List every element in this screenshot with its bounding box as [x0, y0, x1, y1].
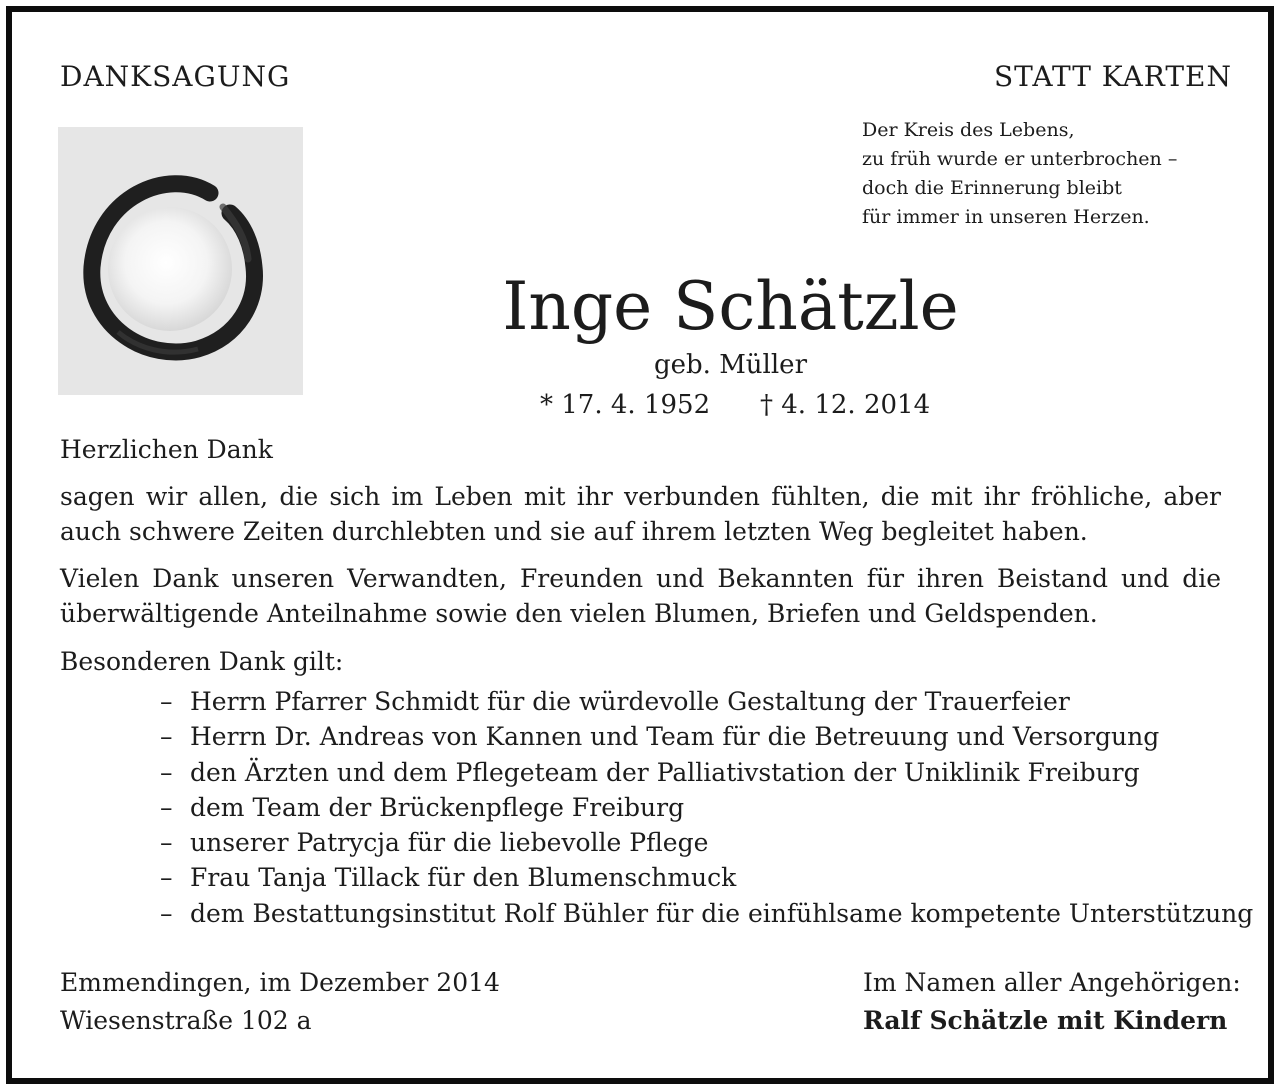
- special-thanks-heading: Besonderen Dank gilt:: [60, 647, 344, 676]
- condolence-paragraph: Vielen Dank unseren Verwandten, Freunden und Bekannten für ihren Beistand und die überwältigende Anteilnahme sowie den vielen Blumen, Briefen und Geldspenden.: [60, 564, 1221, 628]
- list-item: [160, 790, 1253, 825]
- list-item: [160, 719, 1253, 754]
- dash-bullet: –: [160, 828, 173, 858]
- dash-bullet: –: [160, 863, 173, 893]
- poem-verse: [862, 116, 1177, 232]
- poem-line: für immer in unseren Herzen.: [862, 206, 1150, 228]
- list-item: [160, 896, 1253, 931]
- poem-line: doch die Erinnerung bleibt: [862, 177, 1122, 199]
- list-item-text: den Ärzten und dem Pflegeteam der Palliativstation der Uniklinik Freiburg: [190, 757, 1140, 787]
- list-item-text: unserer Patrycja für die liebevolle Pflege: [190, 828, 709, 858]
- death-date: † 4. 12. 2014: [760, 390, 931, 420]
- thanks-heading: Herzlichen Dank: [60, 435, 273, 464]
- enso-image: [58, 127, 303, 395]
- enso-circle-icon: [58, 127, 303, 395]
- dash-bullet: –: [160, 722, 173, 752]
- header-subtitle: STATT KARTEN: [994, 60, 1232, 93]
- deceased-name: Inge Schätzle: [502, 268, 959, 345]
- birth-date: * 17. 4. 1952: [540, 390, 711, 420]
- poem-line: zu früh wurde er unterbrochen –: [862, 148, 1178, 170]
- list-item-text: dem Bestattungsinstitut Rolf Bühler für die einfühlsame kompetente Unterstützung: [190, 898, 1254, 928]
- list-item-text: Herrn Pfarrer Schmidt für die würdevolle Gestaltung der Trauerfeier: [190, 687, 1070, 716]
- obituary-notice: [6, 6, 1274, 1084]
- dash-bullet: –: [160, 898, 173, 928]
- poem-line: Der Kreis des Lebens,: [862, 119, 1075, 141]
- thanks-paragraph: sagen wir allen, die sich im Leben mit ihr verbunden fühlten, die mit ihr fröhliche, aber auch schwere Zeiten durchlebten und sie auf ihrem letzten Weg begleitet haben.: [60, 482, 1221, 546]
- address: Wiesenstraße 102 a: [60, 1006, 312, 1035]
- special-thanks-list: [160, 684, 1253, 931]
- signatories: Ralf Schätzle mit Kindern: [863, 1006, 1228, 1035]
- header-title: DANKSAGUNG: [60, 60, 291, 93]
- list-item: [160, 684, 1253, 719]
- on-behalf-label: Im Namen aller Angehörigen:: [863, 968, 1241, 997]
- list-item: [160, 755, 1253, 790]
- footer-signature: [863, 964, 1241, 1040]
- dash-bullet: –: [160, 757, 173, 787]
- list-item-text: Frau Tanja Tillack für den Blumenschmuck: [190, 863, 737, 893]
- list-item-text: dem Team der Brückenpflege Freiburg: [190, 792, 685, 822]
- list-item: [160, 860, 1253, 895]
- list-item-text: Herrn Dr. Andreas von Kannen und Team für die Betreuung und Versorgung: [190, 722, 1160, 752]
- list-item: [160, 825, 1253, 860]
- dash-bullet: –: [160, 792, 173, 822]
- footer-location: [60, 964, 500, 1040]
- place-date: Emmendingen, im Dezember 2014: [60, 968, 500, 997]
- birth-name: geb. Müller: [653, 350, 808, 380]
- dash-bullet: –: [160, 687, 173, 716]
